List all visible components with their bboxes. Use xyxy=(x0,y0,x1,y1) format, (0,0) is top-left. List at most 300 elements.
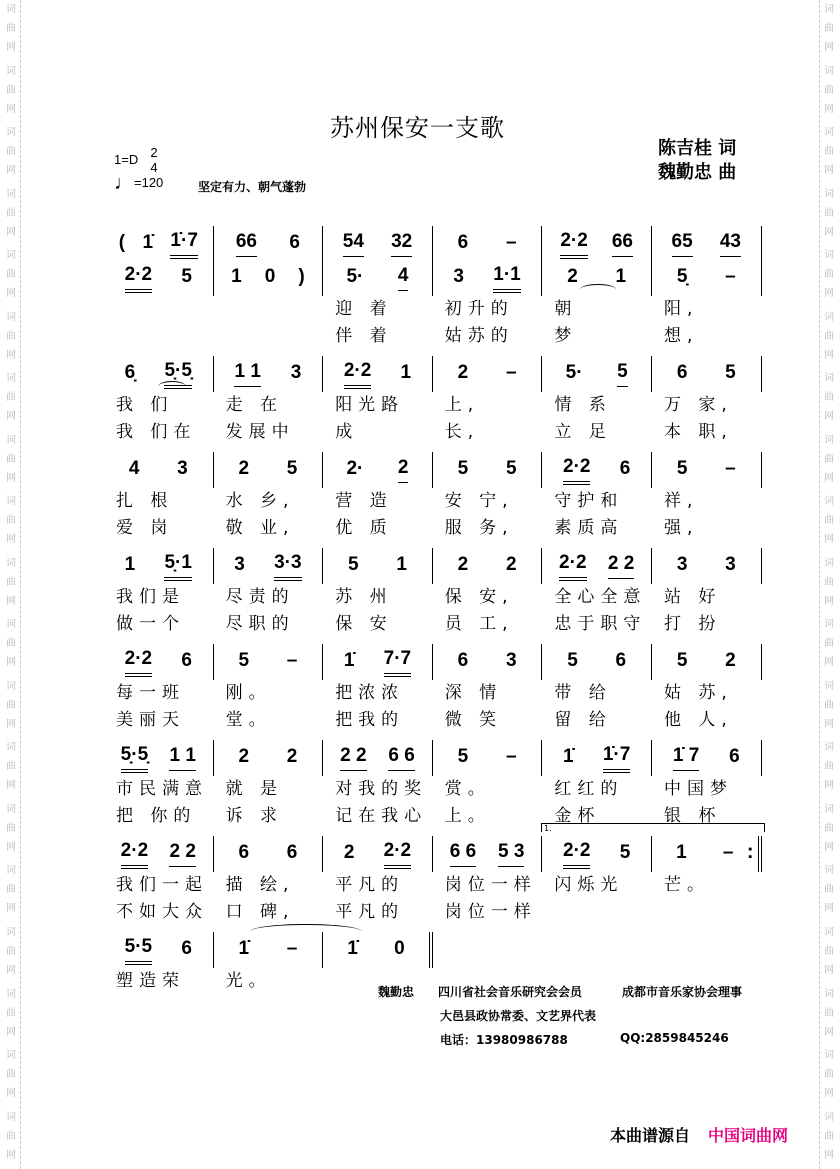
measure xyxy=(652,644,762,680)
measure xyxy=(104,226,214,262)
watermark-char: 词 xyxy=(824,434,834,446)
lyric-text: 长, xyxy=(444,422,480,442)
tie xyxy=(250,924,362,939)
note-group: 3·3 xyxy=(274,552,301,581)
watermark-char: 词 xyxy=(824,803,834,815)
slur xyxy=(580,284,616,295)
watermark-char: 词 xyxy=(6,434,16,446)
lyric-text xyxy=(214,323,324,350)
note-group: 5̣·1 xyxy=(164,552,191,581)
measure xyxy=(323,260,433,296)
note-group: 6 xyxy=(238,841,250,863)
lyric-text: 带 给 xyxy=(554,683,612,703)
watermark-char: 曲 xyxy=(6,638,16,650)
notes-line xyxy=(104,548,764,584)
note-group: 3 xyxy=(725,553,736,575)
lyric-text: 尽职的 xyxy=(225,614,295,634)
measure xyxy=(214,226,324,262)
note-group: 1̇ xyxy=(343,649,355,671)
measure xyxy=(323,356,433,392)
lyric-text: 深 情 xyxy=(444,683,503,703)
measure xyxy=(214,356,324,392)
note-group: 5·5 xyxy=(125,936,152,965)
lyric-text: 微 笑 xyxy=(444,710,503,730)
lyric-text: 留 给 xyxy=(554,710,612,730)
note-group: 5· xyxy=(346,265,364,287)
note-group: 2 xyxy=(567,265,578,287)
watermark-char: 词 xyxy=(824,65,834,77)
watermark-char: 曲 xyxy=(6,207,16,219)
measure xyxy=(214,260,324,296)
watermark-char: 词 xyxy=(824,926,834,938)
watermark-char: 网 xyxy=(6,411,16,423)
note-group: 2 xyxy=(238,745,250,767)
slur xyxy=(158,381,186,392)
lyric-text: 扎 根 xyxy=(116,491,174,511)
lyric-text: 姑 苏, xyxy=(663,683,733,703)
lyric-text: 服 务, xyxy=(444,518,514,538)
lyric-text: 中国梦 xyxy=(663,779,733,799)
watermark-char: 曲 xyxy=(824,945,834,957)
note-group: 2·2 xyxy=(384,840,411,869)
lyric-text: 口 碑, xyxy=(225,902,295,922)
note-group: 2 xyxy=(343,841,355,863)
note-group: 6 xyxy=(181,649,192,671)
note-group: 66 xyxy=(612,231,633,257)
watermark-char: 曲 xyxy=(6,884,16,896)
measure xyxy=(214,548,324,584)
lyric-text: 我 们 xyxy=(116,395,174,415)
notes-line xyxy=(104,260,764,296)
note-group: – xyxy=(505,745,517,767)
note-group: 2· xyxy=(346,457,364,479)
measure xyxy=(652,740,762,776)
lyric-text: 不如大众 xyxy=(116,902,208,922)
watermark-char: 网 xyxy=(6,595,16,607)
watermark-char: 词 xyxy=(6,188,16,200)
note-group: 5 xyxy=(348,553,359,575)
measure xyxy=(214,644,324,680)
note-group: 2 2 xyxy=(169,841,195,867)
measure xyxy=(433,356,543,392)
watermark-char: 词 xyxy=(824,1111,834,1123)
watermark-char: 词 xyxy=(824,250,834,262)
watermark-char: 网 xyxy=(6,1149,16,1161)
lyric-line-1 xyxy=(104,488,764,515)
lyric-text: 初升的 xyxy=(444,299,514,319)
measure xyxy=(542,226,652,262)
lyric-text: 金杯 xyxy=(554,806,601,826)
watermark-char: 网 xyxy=(824,103,834,115)
note-group: 6 xyxy=(289,231,300,253)
note-group: 5 xyxy=(617,361,628,387)
lyric-text: 素质高 xyxy=(554,518,624,538)
score-row xyxy=(104,548,764,638)
watermark-char: 曲 xyxy=(824,269,834,281)
watermark-char: 网 xyxy=(6,103,16,115)
note-group: 2·2 xyxy=(563,840,590,869)
watermark-char: 曲 xyxy=(824,23,834,34)
lyric-text: 他 人, xyxy=(663,710,733,730)
lyric-text: 保 安 xyxy=(335,614,393,634)
note-group: 6 xyxy=(615,649,627,671)
watermark-char: 曲 xyxy=(6,453,16,465)
score-row xyxy=(104,356,764,446)
lyric-text xyxy=(104,296,214,323)
lyric-text: 塑造荣 xyxy=(116,971,185,991)
note-group: 6 xyxy=(676,361,688,383)
note-group: 2·2 xyxy=(125,264,152,293)
watermark-char: 曲 xyxy=(824,84,834,96)
note-group: 3 xyxy=(676,553,688,575)
lyric-text: 对我的奖 xyxy=(335,779,428,799)
watermark-char: 网 xyxy=(824,1026,834,1038)
watermark-char: 网 xyxy=(6,1088,16,1100)
note-group: ) xyxy=(298,265,305,287)
measure xyxy=(652,356,762,392)
measure xyxy=(433,452,543,488)
composer-qq: QQ:2859845246 xyxy=(620,1031,729,1045)
watermark-char: 网 xyxy=(824,165,834,177)
measure xyxy=(542,548,652,584)
watermark-char: 网 xyxy=(6,718,16,730)
watermark-char: 词 xyxy=(824,680,834,692)
note-group: 5 xyxy=(457,457,469,479)
note-group: 1̇·7 xyxy=(170,230,197,259)
note-group: – xyxy=(725,457,736,479)
lyric-text: 我 们在 xyxy=(116,422,197,442)
lyric-text: 发展中 xyxy=(225,422,295,442)
note-group: 7·7 xyxy=(384,648,411,677)
measure xyxy=(323,836,433,872)
watermark-char: 词 xyxy=(824,557,834,569)
lyric-text: 走 在 xyxy=(225,395,283,415)
measure xyxy=(104,740,214,776)
lyric-text: 梦 xyxy=(554,326,578,346)
expression-marking: 坚定有力、朝气蓬勃 xyxy=(198,180,307,194)
watermark-char: 词 xyxy=(6,311,16,323)
measure xyxy=(542,356,652,392)
note-group: 2 xyxy=(238,457,250,479)
lyric-line-2 xyxy=(104,419,764,446)
watermark-char: 词 xyxy=(6,127,16,139)
lyric-text: 忠于职守 xyxy=(554,614,647,634)
watermark-char: 曲 xyxy=(824,453,834,465)
note-group: 5 xyxy=(725,361,736,383)
lyric-text: 伴 着 xyxy=(335,326,393,346)
lyric-text: 就 是 xyxy=(225,779,283,799)
note-group: 3 xyxy=(453,265,464,287)
note-group: 6 6 xyxy=(388,745,414,771)
measure xyxy=(323,644,433,680)
watermark-char: 曲 xyxy=(6,576,16,588)
watermark-char: 网 xyxy=(6,349,16,361)
lyric-line-2 xyxy=(104,515,764,542)
note-group: 0 xyxy=(264,265,276,287)
note-group: 2·2 xyxy=(563,456,590,485)
note-group: 5 xyxy=(181,265,192,287)
note-group: 2·2 xyxy=(344,360,371,389)
watermark-char: 网 xyxy=(6,780,16,792)
note-group: 1 xyxy=(124,553,136,575)
source-prefix: 本曲谱源自 xyxy=(610,1126,691,1145)
watermark-char: 词 xyxy=(6,680,16,692)
note-group: 1 xyxy=(676,841,687,863)
note-group: 3 xyxy=(290,361,302,383)
lyric-text: 岗位一样 xyxy=(444,875,537,895)
note-group: 1̇·7 xyxy=(603,744,630,773)
measure xyxy=(652,548,762,584)
note-group: 2 xyxy=(457,553,469,575)
note-group: – xyxy=(725,265,736,287)
lyric-text: 芒。 xyxy=(663,875,710,895)
watermark-char: 曲 xyxy=(824,392,834,404)
watermark-char: 词 xyxy=(6,742,16,754)
watermark-char: 词 xyxy=(824,311,834,323)
note-group: 1 xyxy=(231,265,242,287)
watermark-char: 曲 xyxy=(6,23,16,34)
watermark-char: 曲 xyxy=(6,1007,16,1019)
measure xyxy=(104,836,214,872)
note-group: 1 1 xyxy=(234,361,260,387)
lyric-text: 阳光路 xyxy=(335,395,405,415)
lyric-text: 堂。 xyxy=(225,710,272,730)
watermark-char: 词 xyxy=(6,1050,16,1062)
watermark-char: 曲 xyxy=(6,761,16,773)
lyric-text: 阳, xyxy=(663,299,699,319)
watermark-char: 网 xyxy=(6,964,16,976)
note-group: 5 xyxy=(676,457,688,479)
watermark-char: 曲 xyxy=(6,699,16,711)
watermark-char: 网 xyxy=(6,288,16,300)
key-signature: 1=D xyxy=(114,152,139,167)
note-group: 2·2 xyxy=(560,230,587,259)
watermark-char: 曲 xyxy=(6,1069,16,1081)
score-row xyxy=(104,836,764,926)
watermark-char: 词 xyxy=(6,250,16,262)
watermark-char: 网 xyxy=(824,534,834,546)
note-group: 6̣ xyxy=(124,361,136,383)
lyric-text: 把 你的 xyxy=(116,806,197,826)
watermark-char: 网 xyxy=(824,411,834,423)
score-row xyxy=(104,260,764,350)
note-group: – xyxy=(286,937,298,959)
measure xyxy=(323,452,433,488)
note-group: 1 1 xyxy=(169,745,195,771)
lyric-text: 强, xyxy=(663,518,699,538)
watermark-char: 词 xyxy=(6,373,16,385)
measure xyxy=(104,932,214,968)
lyric-text: 万 家, xyxy=(663,395,733,415)
note-group: 6 xyxy=(619,457,631,479)
composer-role: 成都市音乐家协会理事 xyxy=(622,985,743,999)
lyric-text: 平凡的 xyxy=(335,902,405,922)
watermark-char: 曲 xyxy=(824,1130,834,1142)
note-group: 1̇ xyxy=(142,231,154,253)
note-group: 1̇ xyxy=(563,745,574,767)
lyric-text: 我们是 xyxy=(116,587,185,607)
measure xyxy=(433,226,543,262)
watermark-char: 网 xyxy=(6,472,16,484)
lyric-text: 本 职, xyxy=(663,422,733,442)
lyric-text xyxy=(542,899,652,926)
watermark-char: 词 xyxy=(6,865,16,877)
watermark-char: 曲 xyxy=(824,1007,834,1019)
lyric-text: 迎 着 xyxy=(335,299,393,319)
watermark-char: 词 xyxy=(824,373,834,385)
watermark-char: 曲 xyxy=(6,330,16,342)
composer-phone: 电话：13980986788 xyxy=(440,1033,568,1047)
lyric-text: 岗位一样 xyxy=(444,902,537,922)
composer-name: 魏勤忠 xyxy=(378,985,415,999)
watermark-char: 曲 xyxy=(824,822,834,834)
note-group: 5̣·5̣ xyxy=(164,360,191,389)
watermark-char: 词 xyxy=(824,1050,834,1062)
composer-credit: 魏勤忠 曲 xyxy=(658,162,737,183)
lyric-text: 敬 业, xyxy=(225,518,295,538)
measure xyxy=(433,836,543,872)
note-group: 5 xyxy=(567,649,578,671)
watermark-char: 网 xyxy=(824,1088,834,1100)
watermark-char: 网 xyxy=(824,718,834,730)
lyric-text: 每一班 xyxy=(116,683,185,703)
watermark-char: 网 xyxy=(824,288,834,300)
score-row xyxy=(104,226,764,262)
note-group: 5· xyxy=(565,361,583,383)
note-group: 2·2 xyxy=(559,552,586,581)
watermark-char: 网 xyxy=(824,349,834,361)
note-group: – xyxy=(505,361,517,383)
lyric-text: 安 宁, xyxy=(444,491,514,511)
lyric-text: 立 足 xyxy=(554,422,612,442)
notes-line xyxy=(104,740,764,776)
note-group: 1̇ xyxy=(347,937,358,959)
watermark-char: 网 xyxy=(824,780,834,792)
watermark-char: 网 xyxy=(824,841,834,853)
watermark-char: 曲 xyxy=(824,330,834,342)
watermark-char: 曲 xyxy=(824,699,834,711)
note-group: 5 xyxy=(676,649,688,671)
measure xyxy=(652,260,762,296)
time-signature-bottom: 4 xyxy=(150,160,158,175)
note-group: 1̇ xyxy=(238,937,250,959)
watermark-char: 曲 xyxy=(6,146,16,158)
measure xyxy=(104,260,214,296)
notes-line xyxy=(104,836,764,872)
measure xyxy=(214,452,324,488)
score-row xyxy=(104,644,764,734)
measure xyxy=(104,548,214,584)
watermark-char: 曲 xyxy=(824,638,834,650)
watermark-strip-left xyxy=(2,0,21,1169)
time-signature-top: 2 xyxy=(150,145,158,160)
note-group: 4 xyxy=(128,457,140,479)
note-group: 1·1 xyxy=(493,264,520,293)
note-group: 4 xyxy=(398,265,409,291)
lyric-text: 美丽天 xyxy=(116,710,185,730)
composer-position: 大邑县政协常委、文艺界代表 xyxy=(440,1009,597,1023)
lyric-line-1 xyxy=(104,680,764,707)
watermark-char: 网 xyxy=(6,841,16,853)
lyric-line-1 xyxy=(104,584,764,611)
watermark-char: 网 xyxy=(6,1026,16,1038)
lyric-text: 想, xyxy=(663,326,699,346)
note-group: 5̣ xyxy=(676,265,688,287)
lyric-text: 全心全意 xyxy=(554,587,647,607)
watermark-char: 词 xyxy=(6,4,16,15)
note-group: – xyxy=(286,649,298,671)
notes-line xyxy=(104,452,764,488)
measure xyxy=(433,740,543,776)
watermark-char: 曲 xyxy=(6,515,16,527)
lyric-text: 记在我心 xyxy=(335,806,428,826)
note-group: 6 xyxy=(181,937,192,959)
watermark-char: 曲 xyxy=(6,392,16,404)
lyric-text: 祥, xyxy=(663,491,699,511)
lyric-text: 光。 xyxy=(225,971,272,991)
note-group: 6 xyxy=(457,231,469,253)
measure xyxy=(542,740,652,776)
lyric-text: 把我的 xyxy=(335,710,405,730)
lyric-text xyxy=(652,899,762,926)
measure xyxy=(323,226,433,262)
lyric-line-2 xyxy=(104,323,764,350)
measure xyxy=(433,644,543,680)
note-group: 2·2 xyxy=(121,840,148,869)
song-title: 苏州保安一支歌 xyxy=(330,114,505,142)
note-group: 32 xyxy=(391,231,412,257)
source-credit xyxy=(610,1123,788,1146)
note-group: 2 xyxy=(286,745,298,767)
measure xyxy=(214,740,324,776)
lyric-text: 尽责的 xyxy=(225,587,295,607)
watermark-char: 词 xyxy=(824,619,834,631)
lyric-text: 员 工, xyxy=(444,614,514,634)
note-group: 2 2 xyxy=(608,553,634,579)
measure xyxy=(433,260,543,296)
lyric-text: 朝 xyxy=(554,299,578,319)
watermark-char: 网 xyxy=(6,903,16,915)
lyric-text: 上。 xyxy=(444,806,491,826)
note-group: 5 xyxy=(457,745,469,767)
measure xyxy=(323,548,433,584)
lyric-line-1 xyxy=(104,776,764,803)
measure xyxy=(542,452,652,488)
note-group: 5 xyxy=(286,457,298,479)
note-group: 1̇ 7 xyxy=(673,745,699,771)
watermark-char: 网 xyxy=(6,534,16,546)
note-group: 6 6 xyxy=(450,841,476,867)
note-group: 5 xyxy=(238,649,250,671)
lyric-text: 我们一起 xyxy=(116,875,208,895)
lyric-text: 站 好 xyxy=(663,587,722,607)
measure xyxy=(104,644,214,680)
lyric-line-1 xyxy=(104,872,764,899)
watermark-char: 词 xyxy=(824,742,834,754)
notes-line xyxy=(104,932,764,968)
watermark-char: 词 xyxy=(6,926,16,938)
lyric-text: 刚。 xyxy=(225,683,272,703)
note-group: 6 xyxy=(286,841,298,863)
watermark-char: 词 xyxy=(824,4,834,15)
time-signature xyxy=(148,145,160,175)
first-ending-bracket: 1. xyxy=(541,823,765,832)
lyric-text: 情 系 xyxy=(554,395,612,415)
watermark-char: 曲 xyxy=(6,84,16,96)
source-site-link[interactable]: 中国词曲网 xyxy=(708,1126,789,1145)
note-group: 2 xyxy=(725,649,736,671)
watermark-char: 网 xyxy=(824,42,834,53)
